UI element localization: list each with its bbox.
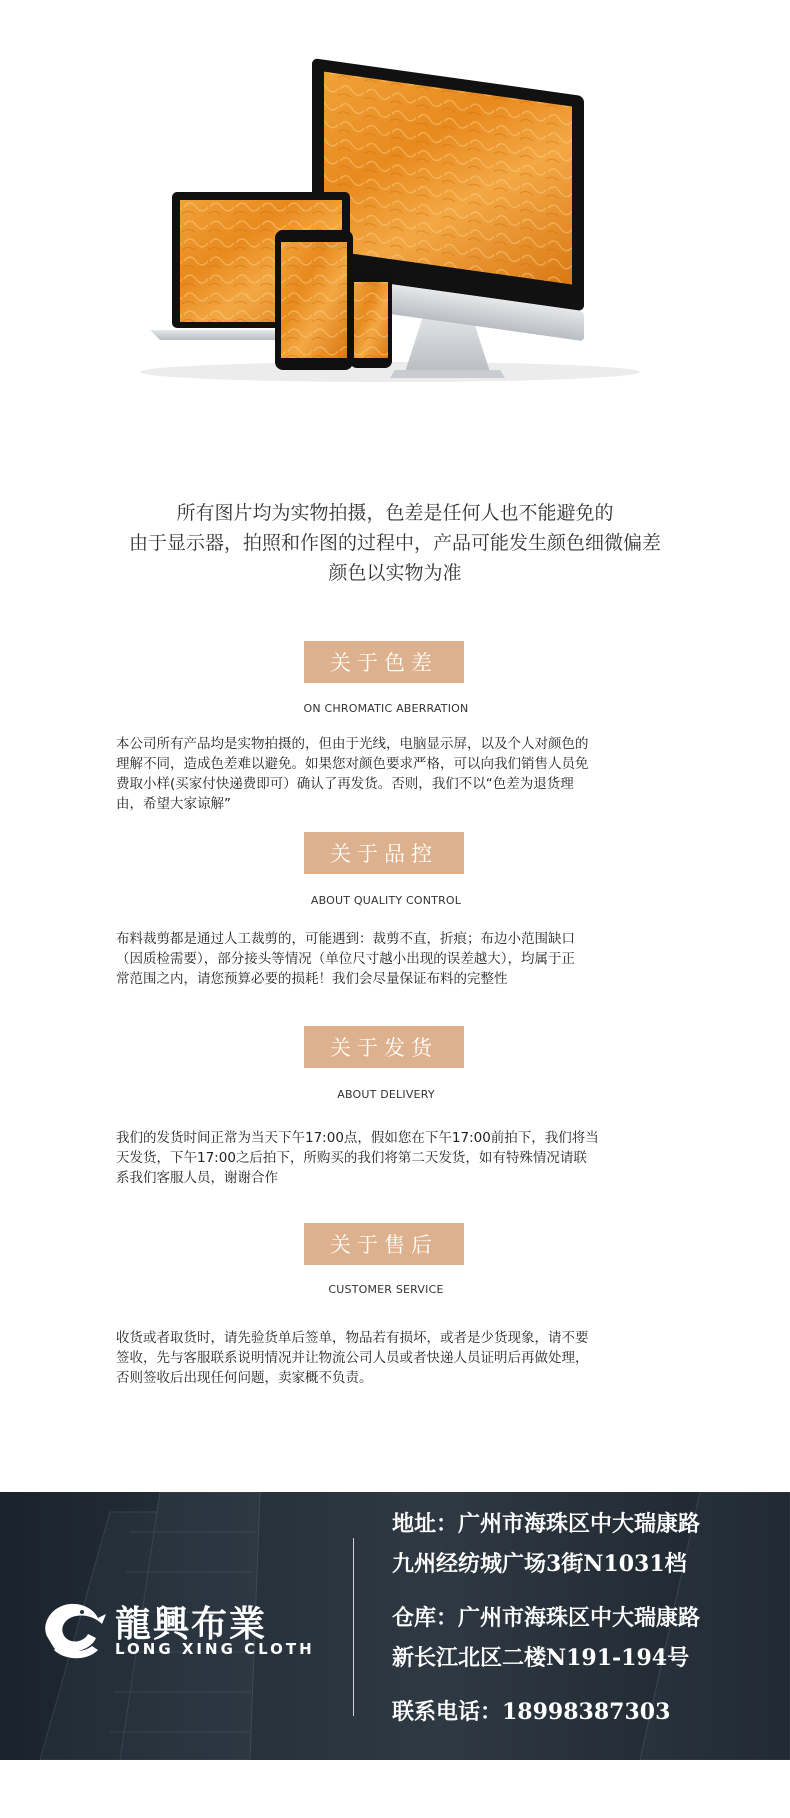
hero-devices-image xyxy=(0,0,790,460)
body-line: 我们的发货时间正常为当天下午17:00点，假如您在下午17:00前拍下，我们将当 xyxy=(116,1130,599,1146)
warehouse-line-1: 仓库：广州市海珠区中大瑞康路 xyxy=(392,1605,701,1631)
body-line: 系我们客服人员，谢谢合作 xyxy=(116,1170,278,1186)
brand-name-chinese: 龍興布業 xyxy=(115,1603,268,1645)
page-bottom-spacer xyxy=(0,1760,790,1818)
body-line: 布料裁剪都是通过人工裁剪的，可能遇到：裁剪不直，折痕；布边小范围缺口 xyxy=(116,931,575,947)
body-line: 本公司所有产品均是实物拍摄的，但由于光线，电脑显示屏，以及个人对颜色的 xyxy=(116,736,589,752)
warehouse-block xyxy=(392,1598,700,1678)
address-block xyxy=(392,1504,700,1584)
address-line-1: 地址：广州市海珠区中大瑞康路 xyxy=(392,1511,701,1537)
section-subtitle-chromatic: ON CHROMATIC ABERRATION xyxy=(303,702,469,715)
body-line: 费取小样(买家付快递费即可）确认了再发货。否则，我们不以“色差为退货理 xyxy=(116,776,574,792)
body-line: 签收，先与客服联系说明情况并让物流公司人员或者快递人员证明后再做处理， xyxy=(116,1350,589,1366)
section-body-chromatic xyxy=(116,734,676,814)
section-title-service: 关于售后 xyxy=(304,1223,464,1265)
disclaimer-line-3: 颜色以实物为准 xyxy=(328,562,462,584)
disclaimer-line-1: 所有图片均为实物拍摄，色差是任何人也不能避免的 xyxy=(176,502,614,524)
body-line: 由，希望大家谅解” xyxy=(116,796,231,812)
section-body-delivery xyxy=(116,1128,676,1188)
address-line-2: 九州经纺城广场3街N1031档 xyxy=(392,1551,687,1577)
phone-number[interactable]: 联系电话：18998387303 xyxy=(392,1699,671,1725)
section-title-chromatic: 关于色差 xyxy=(304,641,464,683)
body-line: 天发货，下午17:00之后拍下，所购买的我们将第二天发货，如有特殊情况请联 xyxy=(116,1150,587,1166)
body-line: （因质检需要），部分接头等情况（单位尺寸越小出现的误差越大），均属于正 xyxy=(116,951,575,967)
warehouse-line-2: 新长江北区二楼N191-194号 xyxy=(392,1645,690,1671)
section-subtitle-quality: ABOUT QUALITY CONTROL xyxy=(310,894,462,907)
section-subtitle-service: CUSTOMER SERVICE xyxy=(328,1283,444,1296)
footer-contact-banner xyxy=(0,1492,790,1760)
section-title-delivery: 关于发货 xyxy=(304,1026,464,1068)
body-line: 否则签收后出现任何问题，卖家概不负责。 xyxy=(116,1370,373,1386)
body-line: 常范围之内，请您预算必要的损耗！我们会尽量保证布料的完整性 xyxy=(116,971,508,987)
color-disclaimer xyxy=(0,498,790,588)
section-subtitle-delivery: ABOUT DELIVERY xyxy=(337,1088,435,1101)
brand-name-english: LONG XING CLOTH xyxy=(115,1640,315,1658)
body-line: 收货或者取货时，请先验货单后签单，物品若有损坏，或者是少货现象，请不要 xyxy=(116,1330,589,1346)
dragon-logo-icon xyxy=(36,1598,112,1662)
footer-divider xyxy=(353,1538,354,1716)
body-line: 理解不同，造成色差难以避免。如果您对颜色要求严格，可以向我们销售人员免 xyxy=(116,756,589,772)
section-title-quality: 关于品控 xyxy=(304,832,464,874)
section-body-service xyxy=(116,1328,676,1388)
section-body-quality xyxy=(116,929,676,989)
devices-illustration xyxy=(0,0,790,460)
disclaimer-line-2: 由于显示器，拍照和作图的过程中，产品可能发生颜色细微偏差 xyxy=(128,532,661,554)
